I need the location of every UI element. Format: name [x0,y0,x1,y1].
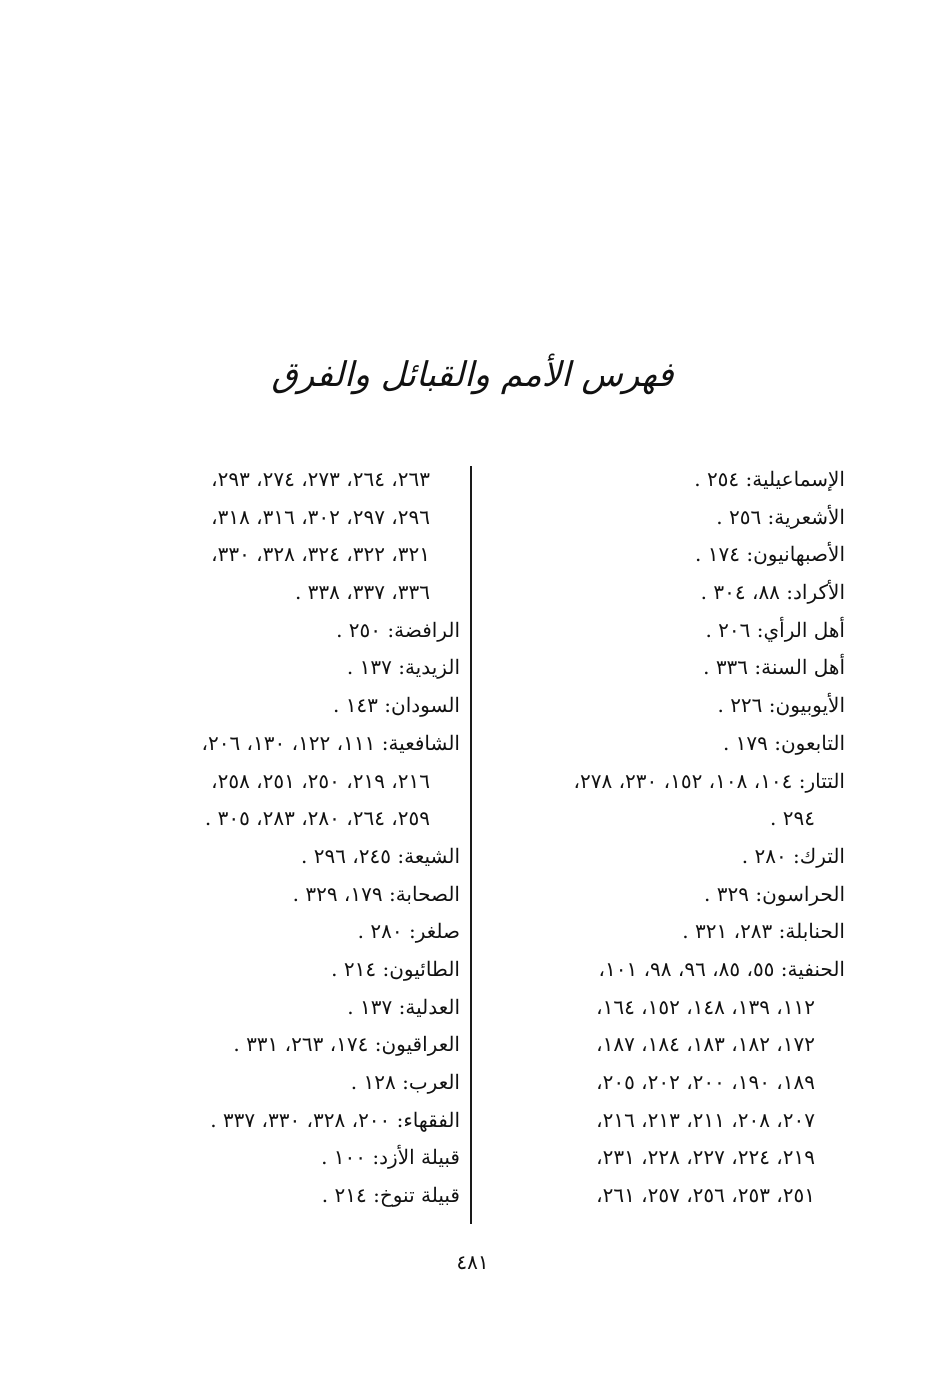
index-entry: الزيدية: ١٣٧ . [346,655,460,680]
index-entry: الفقهاء: ٢٠٠، ٣٢٨، ٣٣٠، ٣٣٧ . [210,1107,460,1132]
index-entry: ٢٦٣، ٢٦٤، ٢٧٣، ٢٧٤، ٢٩٣، [211,467,430,491]
index-entry: الإسماعيلية: ٢٥٤ . [694,467,845,491]
page-title: فهرس الأمم والقبائل والفرق [271,355,674,395]
index-entry: الشيعة: ٢٤٥، ٢٩٦ . [301,843,460,868]
index-entry: العراقيون: ١٧٤، ٢٦٣، ٣٣١ . [233,1032,460,1057]
index-column-left [95,461,460,1215]
index-entry: ٢١٩، ٢٢٤، ٢٢٧، ٢٢٨، ٢٣١، [596,1145,815,1170]
index-entry: ٢٠٧، ٢٠٨، ٢١١، ٢١٣، ٢١٦، [596,1107,815,1132]
index-entry: الطائيون: ٢١٤ . [331,956,460,981]
index-entry: التابعون: ١٧٩ . [722,730,845,755]
index-entry: الشافعية: ١١١، ١٢٢، ١٣٠، ٢٠٦، [201,730,460,755]
index-entry: ٣٢١، ٣٢٢، ٣٢٤، ٣٢٨، ٣٣٠، [211,542,430,567]
index-entry: العدلية: ١٣٧ . [347,994,460,1019]
index-entry: الرافضة: ٢٥٠ . [336,617,460,642]
index-entry: ٢٥١، ٢٥٣، ٢٥٦، ٢٥٧، ٢٦١، [596,1183,815,1208]
index-entry: ٢٩٦، ٢٩٧، ٣٠٢، ٣١٦، ٣١٨، [211,504,430,529]
index-entry: الحراسون: ٣٢٩ . [704,881,845,906]
index-entry: قبيلة تنوخ: ٢١٤ . [321,1183,460,1208]
index-entry: الحنفية: ٥٥، ٨٥، ٩٦، ٩٨، ١٠١، [598,956,845,981]
index-entry: ٢٩٤ . [770,806,815,831]
index-entry: الأشعرية: ٢٥٦ . [716,504,845,529]
index-entry: ١١٢، ١٣٩، ١٤٨، ١٥٢، ١٦٤، [596,994,815,1019]
index-entry: السودان: ١٤٣ . [332,693,460,718]
index-entry: الأكراد: ٨٨، ٣٠٤ . [700,580,845,605]
index-column-right [480,461,845,1215]
index-entry: التتار: ١٠٤، ١٠٨، ١٥٢، ٢٣٠، ٢٧٨، [573,768,845,793]
index-entry: ١٧٢، ١٨٢، ١٨٣، ١٨٤، ١٨٧، [596,1032,815,1057]
index-entry: أهل الرأي: ٢٠٦ . [705,617,845,642]
index-entry: الأصبهانيون: ١٧٤ . [695,542,845,567]
index-entry: صلغر: ٢٨٠ . [357,919,460,944]
index-entry: الحنابلة: ٢٨٣، ٣٢١ . [682,919,845,944]
index-entry: الترك: ٢٨٠ . [741,843,845,868]
index-entry: ٣٣٦، ٣٣٧، ٣٣٨ . [294,580,430,605]
page-number: ٤٨١ [456,1250,489,1274]
index-entry: ١٨٩، ١٩٠، ٢٠٠، ٢٠٢، ٢٠٥، [596,1070,815,1094]
index-entry: الأيوبيون: ٢٢٦ . [717,693,845,718]
column-divider [470,466,472,1224]
index-entry: قبيلة الأزد: ١٠٠ . [321,1145,460,1170]
index-entry: ٢١٦، ٢١٩، ٢٥٠، ٢٥١، ٢٥٨، [211,768,430,793]
index-entry: الصحابة: ١٧٩، ٣٢٩ . [292,881,460,906]
index-entry: العرب: ١٢٨ . [350,1070,460,1094]
index-entry: أهل السنة: ٣٣٦ . [703,655,845,680]
index-entry: ٢٥٩، ٢٦٤، ٢٨٠، ٢٨٣، ٣٠٥ . [204,806,430,831]
